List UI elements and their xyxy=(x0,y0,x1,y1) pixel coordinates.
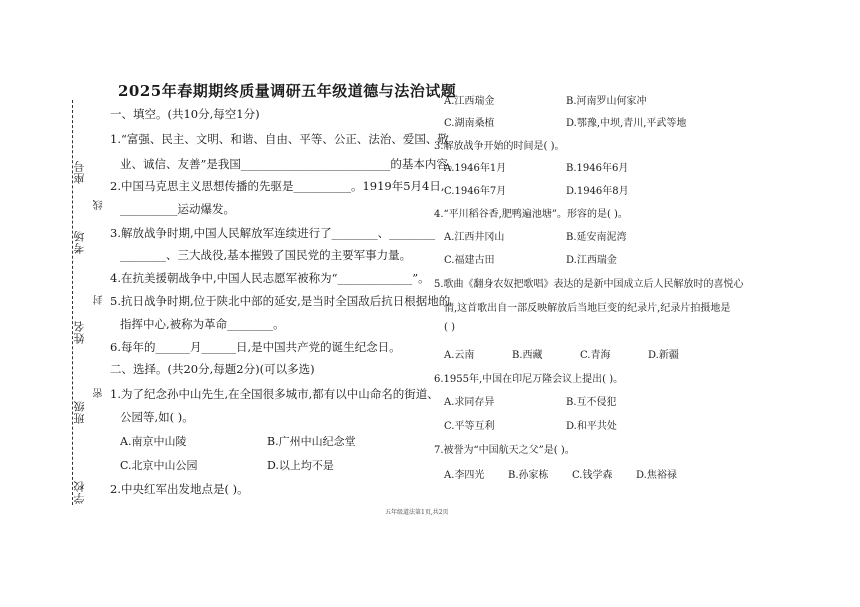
section2-heading: 二、选择。(共20分,每题2分)(可以多选) xyxy=(110,362,315,376)
fill-line: 1.“富强、民主、文明、和谐、自由、平等、公正、法治、爱国、敬 xyxy=(110,132,449,146)
q1-option-c[interactable]: C.北京中山公园 xyxy=(120,459,198,472)
exam-title: 2025年春期期终质量调研五年级道德与法治试题 xyxy=(118,82,457,100)
section1-heading: 一、填空。(共10分,每空1分) xyxy=(110,107,260,121)
q5-stem: ( ) xyxy=(444,322,455,333)
q4-option-c[interactable]: C.福建古田 xyxy=(444,255,495,266)
q3-option-c[interactable]: C.1946年7月 xyxy=(444,186,507,197)
q2-option-b[interactable]: B.河南罗山何家冲 xyxy=(566,96,647,107)
q3-option-d[interactable]: D.1946年8月 xyxy=(566,186,629,197)
q1-option-d[interactable]: D.以上均不是 xyxy=(267,459,334,472)
q5-stem: 5.歌曲《翻身农奴把歌唱》表达的是新中国成立后人民解放时的喜悦心 xyxy=(434,279,744,290)
q7-option-b[interactable]: B.孙家栋 xyxy=(508,470,549,481)
fill-line: __________运动爆发。 xyxy=(120,202,235,216)
q5-option-c[interactable]: C.青海 xyxy=(580,350,611,361)
seal-text-secret: 密 xyxy=(94,388,105,398)
q5-option-b[interactable]: B.西藏 xyxy=(512,350,543,361)
page-footer: 五年级道法第1页,共2页 xyxy=(385,509,449,516)
seal-text-line: 线 xyxy=(94,200,105,210)
q2-option-d[interactable]: D.鄂豫,中坝,青川,平武等地 xyxy=(566,118,687,129)
margin-label-seat: 座号 xyxy=(73,160,86,184)
q5-option-d[interactable]: D.新疆 xyxy=(648,350,679,361)
q7-option-c[interactable]: C.钱学森 xyxy=(572,470,613,481)
fill-line: 6.每年的______月______日,是中国共产党的诞生纪念日。 xyxy=(110,340,401,354)
margin-label-school: 学校 xyxy=(73,480,86,504)
q6-option-c[interactable]: C.平等互利 xyxy=(444,421,495,432)
q1-stem: 公园等,如( )。 xyxy=(120,410,194,424)
q2-option-a[interactable]: A.江西瑞金 xyxy=(444,96,495,107)
q3-stem: 3.解放战争开始的时间是( )。 xyxy=(434,141,565,152)
margin-label-room: 考场 xyxy=(73,230,86,254)
q2-stem: 2.中央红军出发地点是( )。 xyxy=(110,482,249,496)
q1-stem: 1.为了纪念孙中山先生,在全国很多城市,都有以中山命名的街道、 xyxy=(110,387,439,401)
q5-stem: 情,这首歌出自一部反映解放后当地巨变的纪录片,纪录片拍摄地是 xyxy=(444,303,731,314)
q4-option-a[interactable]: A.江西井冈山 xyxy=(444,232,505,243)
q3-option-b[interactable]: B.1946年6月 xyxy=(566,163,629,174)
q7-option-a[interactable]: A.李四光 xyxy=(444,470,485,481)
q4-option-d[interactable]: D.江西瑞金 xyxy=(566,255,617,266)
q4-stem: 4.“平川稻谷香,肥鸭遍池塘”。形容的是( )。 xyxy=(434,209,628,220)
q7-stem: 7.被誉为“中国航天之父”是( )。 xyxy=(434,445,575,456)
margin-label-class: 班级 xyxy=(73,400,86,424)
q7-option-d[interactable]: D.焦裕禄 xyxy=(636,470,677,481)
fill-line: 业、诚信、友善”是我国__________________________的基本内容。 xyxy=(120,157,460,171)
fill-line: 5.抗日战争时期,位于陕北中部的延安,是当时全国敌后抗日根据地的 xyxy=(110,294,451,308)
q3-option-a[interactable]: A.1946年1月 xyxy=(444,163,507,174)
fill-line: 指挥中心,被称为革命________。 xyxy=(120,317,285,331)
fill-line: 2.中国马克思主义思想传播的先驱是__________。1919年5月4日, xyxy=(110,179,445,193)
q6-option-d[interactable]: D.和平共处 xyxy=(566,421,617,432)
q4-option-b[interactable]: B.延安南泥湾 xyxy=(566,232,627,243)
q6-option-a[interactable]: A.求同存异 xyxy=(444,397,495,408)
margin-label-name: 姓名 xyxy=(73,320,86,344)
q6-option-b[interactable]: B.互不侵犯 xyxy=(566,397,617,408)
fill-line: 3.解放战争时期,中国人民解放军连续进行了________、________ xyxy=(110,226,436,240)
q1-option-b[interactable]: B.广州中山纪念堂 xyxy=(267,435,356,448)
fill-line: ________、三大战役,基本摧毁了国民党的主要军事力量。 xyxy=(120,248,412,262)
q2-option-c[interactable]: C.湖南桑植 xyxy=(444,118,495,129)
q5-option-a[interactable]: A.云南 xyxy=(444,350,475,361)
fill-line: 4.在抗美援朝战争中,中国人民志愿军被称为“_____________”。 xyxy=(110,271,430,285)
q6-stem: 6.1955年,中国在印尼万隆会议上提出( )。 xyxy=(434,374,624,385)
q1-option-a[interactable]: A.南京中山陵 xyxy=(120,435,187,448)
seal-text-seal: 封 xyxy=(94,295,105,305)
binding-margin xyxy=(58,95,98,515)
